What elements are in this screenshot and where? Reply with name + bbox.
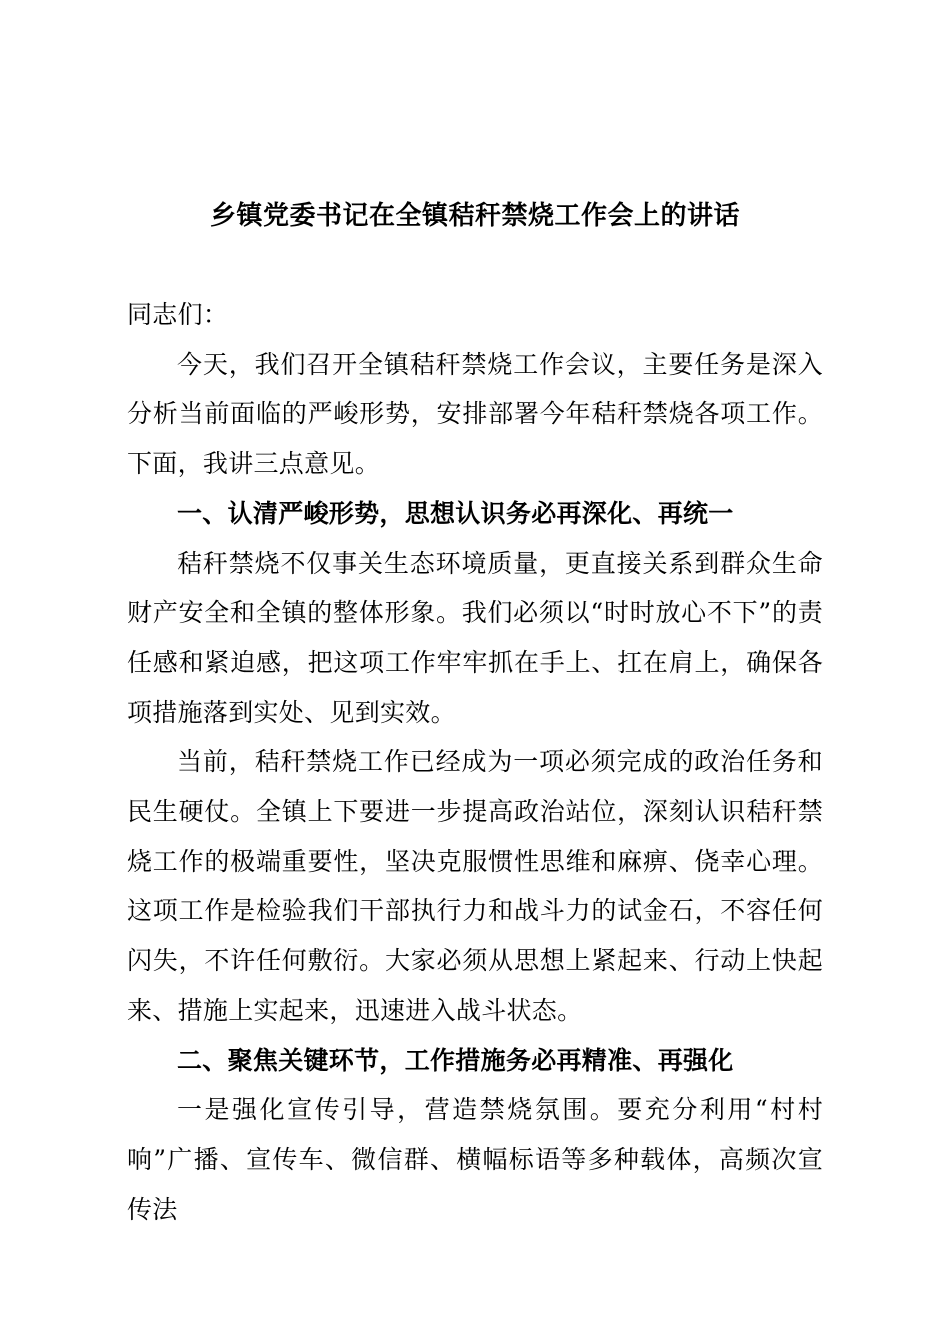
section-1-heading: 一、认清严峻形势，思想认识务必再深化、再统一 xyxy=(177,498,734,528)
section-2-paragraph-1: 一是强化宣传引导，营造禁烧氛围。要充分利用“村村响”广播、宣传车、微信群、横幅标语等多种载体，高频次宣传法 xyxy=(127,1095,823,1224)
intro-paragraph: 今天，我们召开全镇秸秆禁烧工作会议，主要任务是深入分析当前面临的严峻形势，安排部署今年秸秆禁烧各项工作。下面，我讲三点意见。 xyxy=(127,349,823,479)
section-2-heading: 二、聚焦关键环节，工作措施务必再精准、再强化 xyxy=(177,1045,734,1075)
document-title: 乡镇党委书记在全镇秸秆禁烧工作会上的讲话 xyxy=(209,201,740,231)
section-1-paragraph-1: 秸秆禁烧不仅事关生态环境质量，更直接关系到群众生命财产安全和全镇的整体形象。我们必须以“时时放心不下”的责任感和紧迫感，把这项工作牢牢抓在手上、扛在肩上，确保各项措施落到实处、见到实效。 xyxy=(127,548,823,727)
section-1-paragraph-2: 当前，秸秆禁烧工作已经成为一项必须完成的政治任务和民生硬仗。全镇上下要进一步提高政治站位，深刻认识秸秆禁烧工作的极端重要性，坚决克服惯性思维和麻痹、侥幸心理。这项工作是检验我们干部执行力和战斗力的试金石，不容任何闪失，不许任何敷衍。大家必须从思想上紧起来、行动上快起来、措施上实起来，迅速进入战斗状态。 xyxy=(127,747,823,1025)
salutation: 同志们： xyxy=(127,300,229,329)
document-body xyxy=(127,290,823,1234)
